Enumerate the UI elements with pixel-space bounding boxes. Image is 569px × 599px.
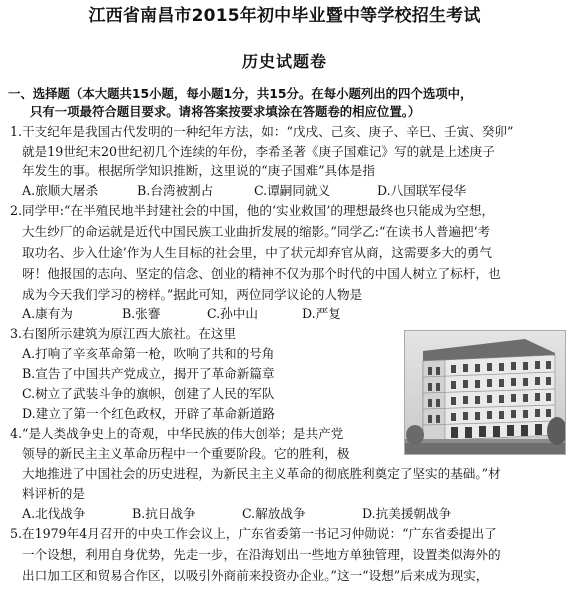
q5-line-2: 一个设想，利用自身优势，先走一步，在沿海划出一些地方单独管理，设置类似海外的	[22, 547, 501, 562]
q2-option-b[interactable]: B.张謇	[122, 306, 161, 321]
q2-line-1: 2.同学甲:“在半殖民地半封建社会的中国，他的‘实业救国’的理想最终也只能成为空想，	[10, 203, 495, 218]
q1-line-2: 就是19世纪末20世纪初几个连续的年份，李希圣著《庚子国难记》写的就是上述庚子	[22, 144, 495, 159]
q5-line-3: 出口加工区和贸易合作区，以吸引外商前来投资办企业。”这一“设想”后来成为现实，	[22, 568, 489, 583]
q3-option-a[interactable]: A.打响了辛亥革命第一枪，吹响了共和的号角	[22, 346, 275, 361]
q4-line-2: 领导的新民主主义革命历程中一个重要阶段。它的胜利，极	[22, 446, 350, 461]
q1-option-d[interactable]: D.八国联军侵华	[377, 183, 467, 198]
q2-line-2: 大生纱厂的命运就是近代中国民族工业曲折发展的缩影。”同学乙:“在读书人普遍把‘考	[22, 224, 491, 239]
q4-options	[22, 508, 542, 524]
q2-line-4: 呀！他报国的志向、坚定的信念、创业的精神不仅为那个时代的中国人树立了标杆，也	[22, 266, 501, 281]
section-heading-line-1: 一、选择题（本大题共15小题，每小题1分，共15分。在每小题列出的四个选项中，	[8, 86, 473, 101]
exam-title: 江西省南昌市2015年初中毕业暨中等学校招生考试	[88, 6, 481, 26]
q1-line-3: 年发生的事。根据所学知识推断，这里说的“庚子国难”具体是指	[22, 163, 375, 178]
q1-options	[22, 185, 542, 201]
q3-line-1: 3.右图所示建筑为原江西大旅社。在这里	[10, 326, 237, 341]
q2-line-5: 成为今天我们学习的榜样。”据此可知，两位同学议论的人物是	[22, 287, 363, 302]
q3-option-c[interactable]: C.树立了武装斗争的旗帜，创建了人民的军队	[22, 386, 275, 401]
exam-subtitle: 历史试题卷	[241, 52, 327, 71]
q1-line-1: 1.干支纪年是我国古代发明的一种纪年方法，如：“戊戌、己亥、庚子、辛巳、壬寅、癸卯”	[10, 124, 514, 139]
q1-option-c[interactable]: C.谭嗣同就义	[254, 183, 331, 198]
q4-option-c[interactable]: C.解放战争	[242, 506, 306, 521]
q1-option-a[interactable]: A.旅顺大屠杀	[22, 183, 99, 198]
q2-option-d[interactable]: D.严复	[302, 306, 341, 321]
q4-line-4: 料评析的是	[22, 486, 85, 501]
q5-line-1: 5.在1979年4月召开的中央工作会议上，广东省委第一书记习仲勋说：“广东省委提出了	[10, 526, 497, 541]
q4-option-a[interactable]: A.北伐战争	[22, 506, 86, 521]
q4-option-d[interactable]: D.抗美援朝战争	[362, 506, 452, 521]
q2-line-3: 取功名、步入仕途’作为人生目标的社会里，中了状元却弃官从商，这需要多大的勇气	[22, 245, 492, 260]
q2-options	[22, 308, 422, 324]
building-photo	[404, 330, 566, 455]
q3-option-d[interactable]: D.建立了第一个红色政权，开辟了革命新道路	[22, 406, 275, 421]
q3-option-b[interactable]: B.宣告了中国共产党成立，揭开了革命新篇章	[22, 366, 275, 381]
section-heading-line-2: 只有一项最符合题目要求。请将答案按要求填涂在答题卷的相应位置。）	[30, 104, 421, 119]
q4-line-3: 大地推进了中国社会的历史进程，为新民主主义革命的彻底胜利奠定了坚实的基础。”材	[22, 466, 501, 481]
q1-option-b[interactable]: B.台湾被割占	[137, 183, 214, 198]
q4-line-1: 4.“是人类战争史上的奇观，中华民族的伟大创举；是共产党	[10, 426, 344, 441]
hotel-building-illustration	[405, 331, 565, 454]
q2-option-c[interactable]: C.孙中山	[207, 306, 258, 321]
q2-option-a[interactable]: A.康有为	[22, 306, 73, 321]
q4-option-b[interactable]: B.抗日战争	[132, 506, 196, 521]
